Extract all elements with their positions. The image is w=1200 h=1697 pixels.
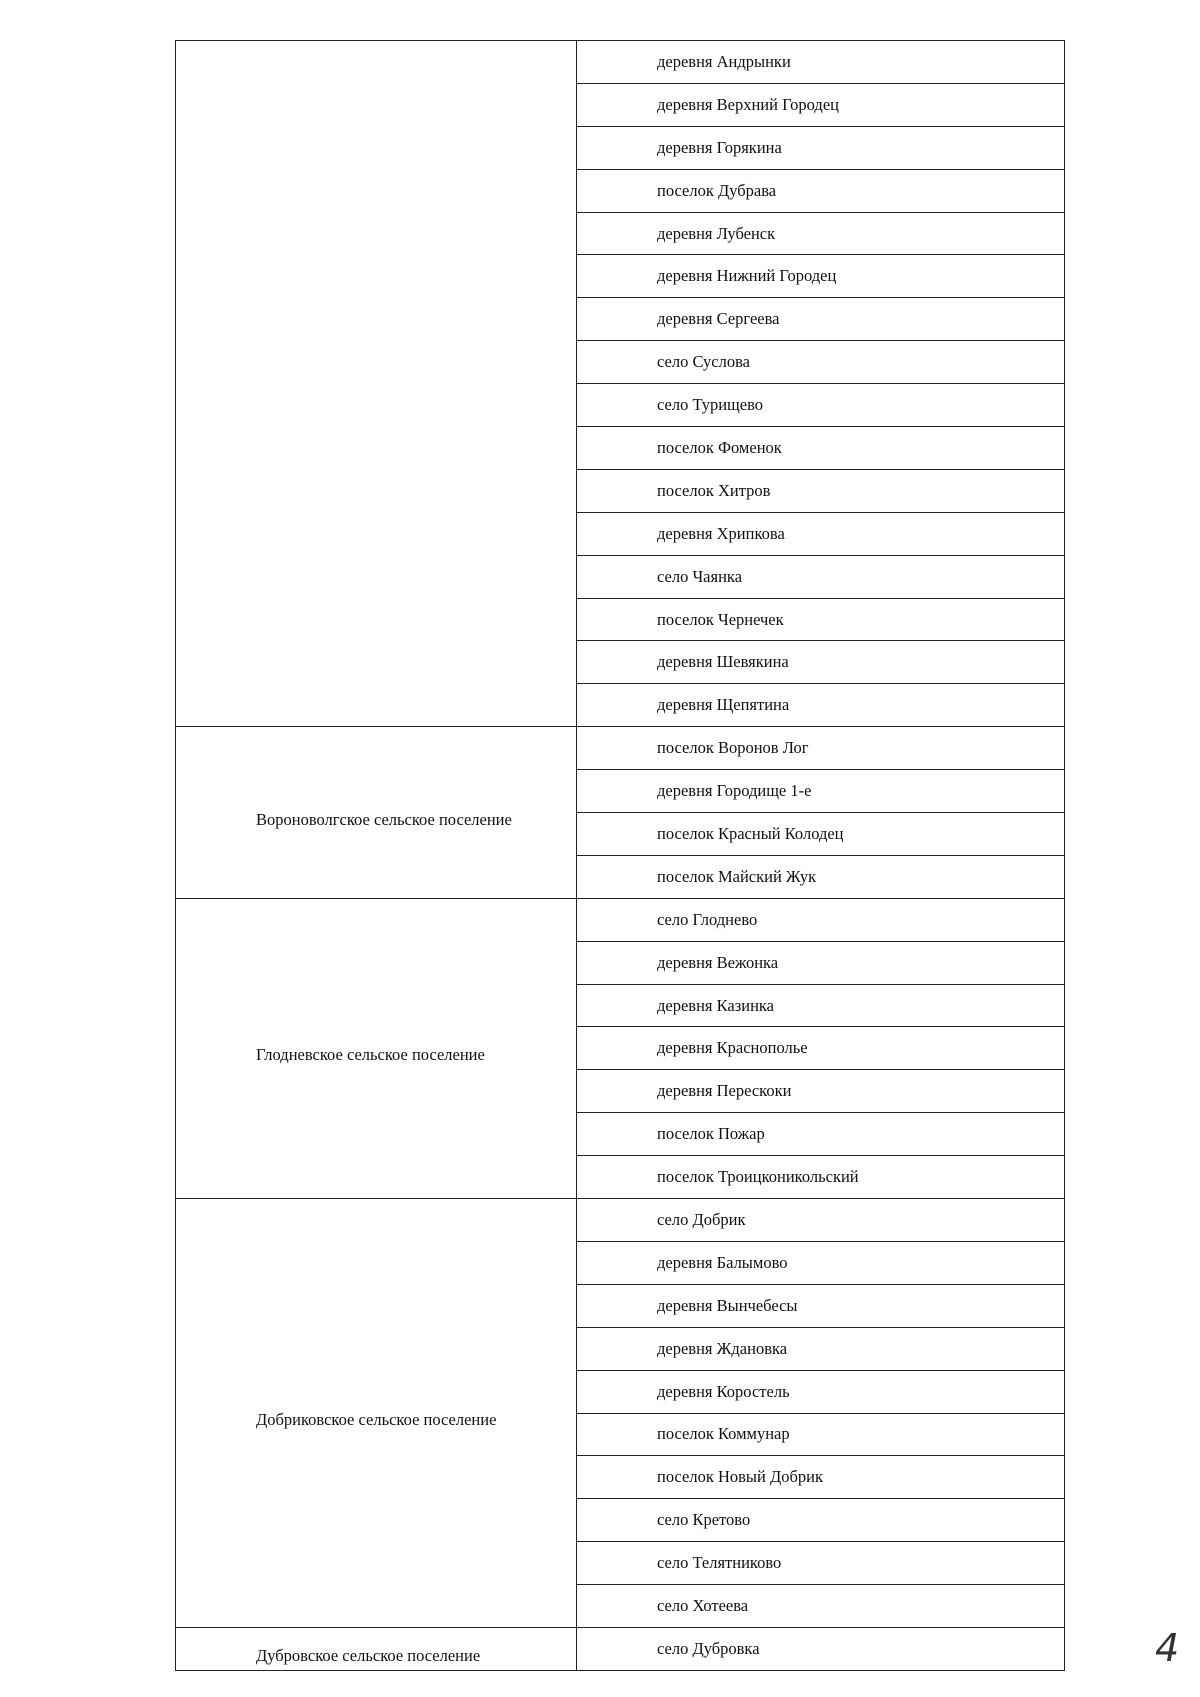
- locality-cell: [577, 126, 1065, 169]
- locality-cell: [577, 41, 1065, 84]
- locality-name: поселок Пожар: [657, 1124, 765, 1144]
- locality-cell: [577, 727, 1065, 770]
- locality-cell: [577, 427, 1065, 470]
- locality-name: деревня Городище 1-е: [657, 781, 812, 801]
- locality-name: деревня Краснополье: [657, 1038, 808, 1058]
- settlement-group-name: Дубровское сельское поселение: [256, 1645, 481, 1665]
- locality-cell: [577, 1113, 1065, 1156]
- locality-name: село Глоднево: [657, 909, 758, 929]
- locality-cell: [577, 341, 1065, 384]
- locality-cell: [577, 1327, 1065, 1370]
- settlement-group-cell: [176, 898, 577, 1198]
- table-row: [176, 898, 1065, 941]
- locality-name: деревня Шевякина: [657, 652, 789, 672]
- locality-cell: [577, 1370, 1065, 1413]
- locality-name: деревня Лубенск: [657, 223, 776, 243]
- locality-cell: [577, 984, 1065, 1027]
- locality-name: село Чаянка: [657, 566, 743, 586]
- locality-cell: [577, 1241, 1065, 1284]
- locality-name: деревня Щепятина: [657, 695, 790, 715]
- page-number: 4: [1155, 1626, 1180, 1670]
- locality-name: деревня Андрынки: [657, 51, 791, 71]
- locality-cell: [577, 941, 1065, 984]
- locality-name: деревня Вынчебесы: [657, 1295, 798, 1315]
- locality-cell: [577, 83, 1065, 126]
- locality-name: поселок Новый Добрик: [657, 1467, 823, 1487]
- locality-cell: [577, 1585, 1065, 1628]
- table-row: [176, 727, 1065, 770]
- settlement-group-cell: [176, 1199, 577, 1628]
- locality-name: поселок Коммунар: [657, 1424, 790, 1444]
- locality-name: деревня Верхний Городец: [657, 94, 839, 114]
- settlement-group-cell: [176, 727, 577, 899]
- settlement-group-name: Добриковское сельское поселение: [256, 1410, 497, 1429]
- locality-cell: [577, 855, 1065, 898]
- locality-cell: [577, 1070, 1065, 1113]
- locality-cell: [577, 169, 1065, 212]
- locality-name: деревня Нижний Городец: [657, 266, 837, 286]
- locality-name: деревня Ждановка: [657, 1338, 788, 1358]
- locality-name: деревня Сергеева: [657, 309, 780, 329]
- locality-name: село Суслова: [657, 352, 751, 372]
- settlements-table-body: [176, 41, 1065, 1671]
- settlement-group-name: Вороноволгское сельское поселение: [256, 809, 512, 829]
- locality-name: деревня Вежонка: [657, 952, 779, 972]
- locality-cell: [577, 555, 1065, 598]
- locality-cell: [577, 1284, 1065, 1327]
- locality-cell: [577, 1456, 1065, 1499]
- locality-cell: [577, 1199, 1065, 1242]
- locality-cell: [577, 1156, 1065, 1199]
- locality-name: поселок Троицконикольский: [657, 1167, 859, 1187]
- locality-cell: [577, 684, 1065, 727]
- locality-name: деревня Казинка: [657, 995, 775, 1015]
- locality-cell: [577, 1027, 1065, 1070]
- table-row: [176, 1627, 1065, 1670]
- locality-cell: [577, 212, 1065, 255]
- locality-cell: [577, 1413, 1065, 1456]
- locality-name: поселок Воронов Лог: [657, 738, 809, 758]
- locality-cell: [577, 469, 1065, 512]
- settlements-table: [175, 40, 1065, 1671]
- table-row: [176, 1199, 1065, 1242]
- locality-cell: [577, 813, 1065, 856]
- locality-cell: [577, 770, 1065, 813]
- locality-name: деревня Коростель: [657, 1381, 790, 1401]
- locality-name: деревня Балымово: [657, 1252, 788, 1272]
- locality-name: село Добрик: [657, 1209, 746, 1229]
- locality-name: село Телятниково: [657, 1553, 782, 1573]
- locality-cell: [577, 641, 1065, 684]
- locality-name: село Хотеева: [657, 1596, 749, 1615]
- locality-name: поселок Дубрава: [657, 180, 777, 200]
- locality-cell: [577, 255, 1065, 298]
- locality-name: село Турищево: [657, 395, 764, 415]
- table-row: [176, 41, 1065, 84]
- locality-name: поселок Фоменок: [657, 437, 782, 457]
- locality-cell: [577, 298, 1065, 341]
- locality-cell: [577, 898, 1065, 941]
- settlement-group-cell: [176, 1627, 577, 1670]
- locality-name: поселок Чернечек: [657, 609, 784, 629]
- locality-name: деревня Перескоки: [657, 1081, 792, 1101]
- locality-name: поселок Хитров: [657, 480, 771, 500]
- locality-name: поселок Красный Колодец: [657, 823, 844, 843]
- locality-cell: [577, 598, 1065, 641]
- locality-cell: [577, 1542, 1065, 1585]
- locality-cell: [577, 384, 1065, 427]
- locality-name: село Дубровка: [657, 1638, 760, 1658]
- locality-name: деревня Горякина: [657, 137, 782, 157]
- locality-cell: [577, 512, 1065, 555]
- locality-name: поселок Майский Жук: [657, 866, 817, 886]
- settlement-group-cell: [176, 41, 577, 727]
- locality-name: деревня Хрипкова: [657, 523, 785, 543]
- locality-name: село Кретово: [657, 1510, 751, 1530]
- locality-cell: [577, 1627, 1065, 1670]
- settlement-group-name: [176, 377, 576, 391]
- locality-cell: [577, 1499, 1065, 1542]
- settlement-group-name: Глодневское сельское поселение: [256, 1045, 485, 1065]
